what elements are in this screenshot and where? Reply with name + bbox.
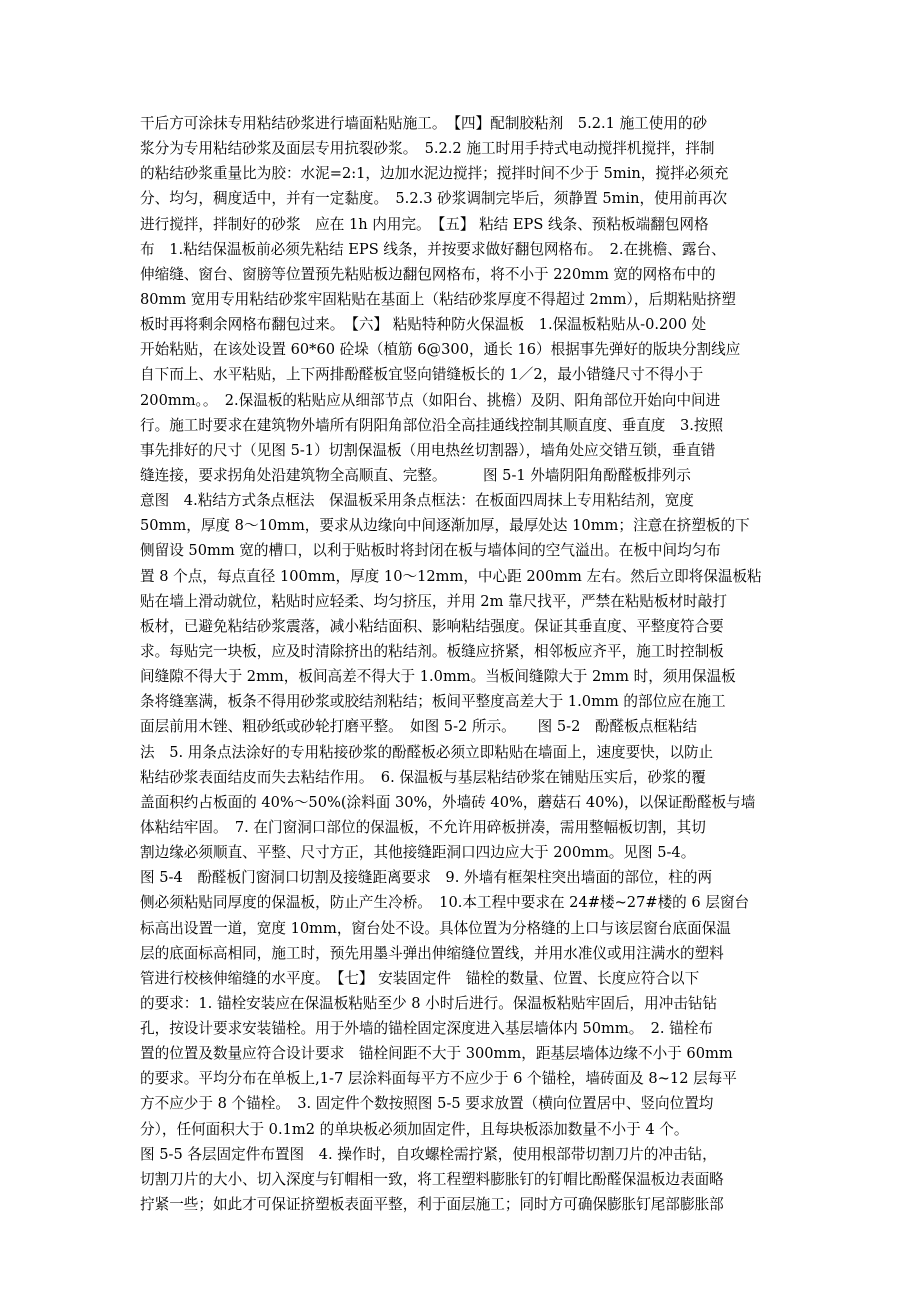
text-line: 面层前用木锉、粗砂纸或砂轮打磨平整。 如图 5-2 所示。 图 5-2 酚醛板点框粘结 <box>140 718 698 736</box>
text-line: 盖面积约占板面的 40%～50%(涂料面 30%，外墙砖 40%，蘑菇石 40%)，以保证酚醛板与墙 <box>140 793 756 811</box>
text-line: 80mm 宽用专用粘结砂浆牢固粘贴在基面上（粘结砂浆厚度不得超过 2mm），后期粘贴挤塑 <box>140 290 736 308</box>
text-line: 侧留设 50mm 宽的槽口，以利于贴板时将封闭在板与墙体间的空气溢出。在板中间均匀布 <box>140 542 721 560</box>
text-line: 行。施工时要求在建筑物外墙所有阴阳角部位沿全高挂通线控制其顺直度、垂直度 3.按照 <box>140 416 724 434</box>
text-line: 图 5-4 酚醛板门窗洞口切割及接缝距离要求 9. 外墙有框架柱突出墙面的部位，柱的两 <box>140 869 713 887</box>
text-line: 标高出设置一道，宽度 10mm，窗台处不设。具体位置为分格缝的上口与该层窗台底面保温 <box>140 919 731 937</box>
text-line: 层的底面标高相同，施工时，预先用墨斗弹出伸缩缝位置线，并用水准仪或用注满水的塑料 <box>140 944 724 962</box>
text-line: 分、均匀，稠度适中，并有一定黏度。 5.2.3 砂浆调制完毕后，须静置 5min，使用前再次 <box>140 190 728 208</box>
text-line: 200mm。。 2.保温板的粘贴应从细部节点（如阳台、挑檐）及阴、阳角部位开始向中间进 <box>140 391 721 409</box>
text-line: 图 5-5 各层固定件布置图 4. 操作时，自攻螺栓需拧紧，使用根部带切割刀片的冲击钻， <box>140 1145 717 1163</box>
text-line: 开始粘贴，在该处设置 60*60 砼垛（植筋 6@300，通长 16）根据事先弹好的版块分割线应 <box>140 341 741 359</box>
text-line: 间缝隙不得大于 2mm，板间高差不得大于 1.0mm。当板间缝隙大于 2mm 时，须用保温板 <box>140 668 736 686</box>
text-line: 置 8 个点，每点直径 100mm，厚度 10～12mm，中心距 200mm 左右。然后立即将保温板粘 <box>140 567 762 585</box>
text-line: 切割刀片的大小、切入深度与钉帽相一致，将工程塑料膨胀钉的钉帽比酚醛保温板边表面略 <box>140 1170 724 1188</box>
text-line: 粘结砂浆表面结皮而失去粘结作用。 6. 保温板与基层粘结砂浆在铺贴压实后，砂浆的覆 <box>140 768 706 786</box>
text-line: 浆分为专用粘结砂浆及面层专用抗裂砂浆。 5.2.2 施工时用手持式电动搅拌机搅拌，拌制 <box>140 140 715 158</box>
text-line: 板材，已避免粘结砂浆震落，减小粘结面积、影响粘结强度。保证其垂直度、平整度符合要 <box>140 617 724 635</box>
text-line: 置的位置及数量应符合设计要求 锚栓间距不大于 300mm，距基层墙体边缘不小于 60mm <box>140 1045 733 1063</box>
document-body <box>140 111 785 1217</box>
text-line: 进行搅拌，拌制好的砂浆 应在 1h 内用完。 【五】 粘结 EPS 线条、预粘板端翻包网格 <box>140 215 709 233</box>
text-line: 方不应少于 8 个锚栓。 3. 固定件个数按照图 5-5 要求放置（横向位置居中、竖向位置均 <box>140 1095 714 1113</box>
text-line: 的粘结砂浆重量比为胶：水泥=2:1，边加水泥边搅拌；搅拌时间不少于 5min，搅拌必须充 <box>140 165 729 183</box>
text-line: 管进行校核伸缩缝的水平度。 【七】 安装固定件 锚栓的数量、位置、长度应符合以下 <box>140 969 700 987</box>
text-line: 法 5. 用条点法涂好的专用粘接砂浆的酚醛板必须立即粘贴在墙面上，速度要快，以防止 <box>140 743 714 761</box>
text-line: 伸缩缝、窗台、窗膀等位置预先粘贴板边翻包网格布，将不小于 220mm 宽的网格布中的 <box>140 265 716 283</box>
text-line: 求。每贴完一块板，应及时清除挤出的粘结剂。板缝应挤紧，相邻板应齐平，施工时控制板 <box>140 642 724 660</box>
text-line: 布 1.粘结保温板前必须先粘结 EPS 线条，并按要求做好翻包网格布。 2.在挑檐、露台、 <box>140 240 726 258</box>
text-line: 50mm，厚度 8～10mm，要求从边缘向中间逐渐加厚，最厚处达 10mm；注意在挤塑板的下 <box>140 517 750 535</box>
text-line: 条将缝塞满，板条不得用砂浆或胶结剂粘结；板间平整度高差大于 1.0mm 的部位应在施工 <box>140 693 726 711</box>
text-line: 的要求：1. 锚栓安装应在保温板粘贴至少 8 小时后进行。保温板粘贴牢固后，用冲击钻钻 <box>140 994 718 1012</box>
text-line: 体粘结牢固。 7. 在门窗洞口部位的保温板，不允许用碎板拼凑，需用整幅板切割，其切 <box>140 818 706 836</box>
text-line: 割边缘必须顺直、平整、尺寸方正，其他接缝距洞口四边应大于 200mm。见图 5-4。 <box>140 844 696 862</box>
text-line: 板时再将剩余网格布翻包过来。 【六】 粘贴特种防火保温板 1.保温板粘贴从-0.200 处 <box>140 316 707 334</box>
text-line: 干后方可涂抹专用粘结砂浆进行墙面粘贴施工。 【四】配制胶粘剂 5.2.1 施工使用的砂 <box>140 115 708 132</box>
text-line: 侧必须粘贴同厚度的保温板，防止产生冷桥。 10.本工程中要求在 24#楼~27#楼的 6 层窗台 <box>140 894 750 912</box>
text-line: 的要求。平均分布在单板上,1-7 层涂料面每平方不应少于 6 个锚栓，墙砖面及 8~12 层每平 <box>140 1070 737 1088</box>
text-line: 拧紧一些；如此才可保证挤塑板表面平整，利于面层施工；同时方可确保膨胀钉尾部膨胀部 <box>140 1196 724 1214</box>
text-line: 贴在墙上滑动就位，粘贴时应轻柔、均匀挤压，并用 2m 靠尺找平，严禁在粘贴板材时敲打 <box>140 592 727 610</box>
text-line: 自下而上、水平粘贴，上下两排酚醛板宜竖向错缝板长的 1／2，最小错缝尺寸不得小于 <box>140 366 704 384</box>
text-line: 孔，按设计要求安装锚栓。用于外墙的锚栓固定深度进入基层墙体内 50mm。 2. 锚栓布 <box>140 1020 713 1038</box>
text-line: 意图 4.粘结方式条点框法 保温板采用条点框法：在板面四周抹上专用粘结剂，宽度 <box>140 492 694 510</box>
text-line: 分），任何面积大于 0.1m2 的单块板必须加固定件，且每块板添加数量不小于 4 个。 <box>140 1120 689 1138</box>
text-line: 事先排好的尺寸（见图 5-1）切割保温板（用电热丝切割器），墙角处应交错互锁，垂直错 <box>140 441 716 459</box>
text-line: 缝连接，要求拐角处沿建筑物全高顺直、完整。 图 5-1 外墙阴阳角酚醛板排列示 <box>140 466 691 484</box>
